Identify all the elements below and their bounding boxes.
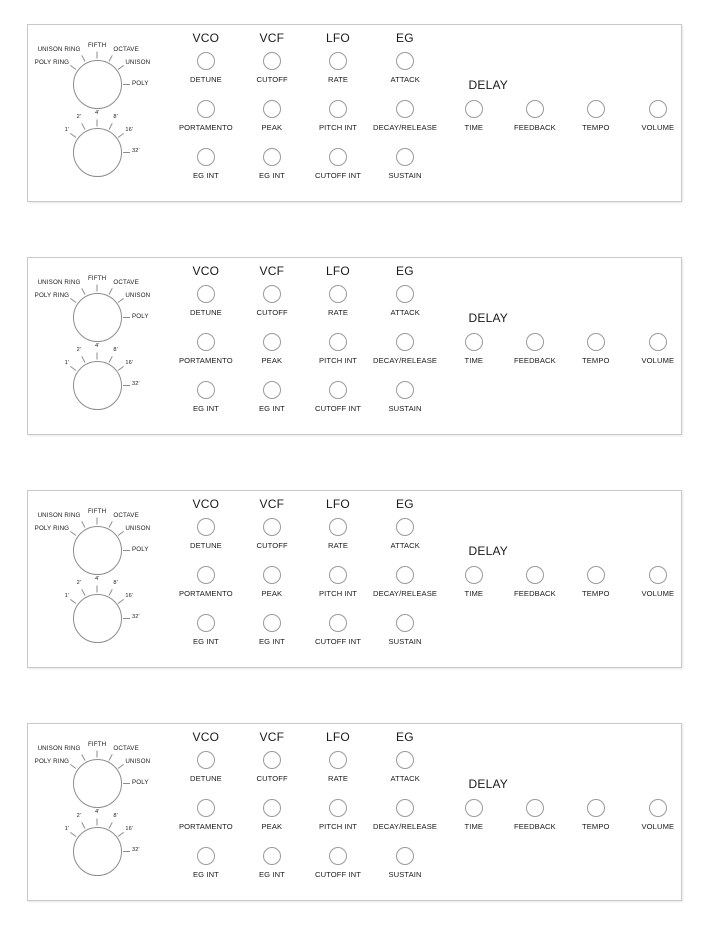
knob-eg-1[interactable] [396, 333, 414, 351]
mode-selector-label: UNISON RING [37, 512, 81, 520]
knob-label-delay-3: VOLUME [641, 822, 675, 831]
mode-selector-tick [118, 531, 124, 536]
synth-panel [27, 490, 682, 668]
knob-label-vcf-1: PEAK [261, 589, 283, 598]
mode-selector-tick [97, 285, 98, 292]
knob-label-eg-2: SUSTAIN [388, 171, 422, 180]
mode-selector-label: POLY [132, 80, 149, 87]
section-header-vcf: VCF [259, 31, 285, 45]
octave-selector-label: 32' [132, 614, 140, 620]
octave-selector-label: 2' [76, 347, 82, 354]
mode-selector-tick [97, 518, 98, 525]
octave-selector-tick [109, 357, 113, 363]
knob-lfo-1[interactable] [329, 333, 347, 351]
octave-selector-tick [70, 366, 76, 371]
knob-label-lfo-2: CUTOFF INT [315, 171, 361, 180]
mode-selector[interactable] [73, 60, 122, 109]
mode-selector-label: POLY RING [34, 292, 70, 300]
knob-vcf-2[interactable] [263, 614, 281, 632]
octave-selector-label: 1' [64, 826, 70, 833]
mode-selector-tick [123, 317, 130, 318]
knob-lfo-1[interactable] [329, 799, 347, 817]
section-header-eg: EG [396, 497, 414, 511]
knob-lfo-2[interactable] [329, 381, 347, 399]
knob-lfo-2[interactable] [329, 614, 347, 632]
knob-label-vco-1: PORTAMENTO [179, 356, 233, 365]
section-header-vco: VCO [192, 264, 220, 278]
knob-vcf-0[interactable] [263, 285, 281, 303]
octave-selector-tick [109, 823, 113, 829]
synth-panel [27, 257, 682, 435]
knob-label-lfo-2: CUTOFF INT [315, 404, 361, 413]
knob-lfo-0[interactable] [329, 52, 347, 70]
mode-selector-label: OCTAVE [113, 46, 139, 54]
octave-selector-tick [81, 124, 85, 130]
mode-selector-label: UNISON RING [37, 46, 81, 54]
knob-label-vco-2: EG INT [193, 870, 219, 879]
section-header-delay: DELAY [468, 544, 508, 558]
octave-selector-label: 4' [95, 809, 100, 815]
octave-selector-label: 16' [125, 826, 134, 833]
knob-delay-3[interactable] [649, 100, 667, 118]
mode-selector-label: POLY RING [34, 758, 70, 766]
knob-label-lfo-1: PITCH INT [319, 822, 358, 831]
knob-label-lfo-1: PITCH INT [319, 356, 358, 365]
mode-selector-label: POLY [132, 779, 149, 786]
mode-selector-label: UNISON [125, 758, 151, 766]
octave-selector-label: 4' [95, 110, 100, 116]
octave-selector-label: 1' [64, 360, 70, 367]
knob-label-delay-1: FEEDBACK [514, 589, 556, 598]
knob-label-vco-1: PORTAMENTO [179, 822, 233, 831]
octave-selector-tick [123, 385, 130, 386]
octave-selector-tick [70, 832, 76, 837]
knob-label-eg-1: DECAY/RELEASE [373, 356, 438, 365]
mode-selector-tick [123, 550, 130, 551]
knob-label-vcf-0: CUTOFF [256, 75, 288, 84]
mode-selector-label: OCTAVE [113, 512, 139, 520]
knob-delay-2[interactable] [587, 799, 605, 817]
knob-vco-0[interactable] [197, 285, 215, 303]
knob-vcf-1[interactable] [263, 566, 281, 584]
mode-selector-tick [81, 289, 85, 295]
knob-delay-2[interactable] [587, 333, 605, 351]
knob-label-lfo-0: RATE [328, 541, 349, 550]
section-header-lfo: LFO [326, 31, 350, 45]
octave-selector-tick [81, 357, 85, 363]
octave-selector-label: 2' [76, 813, 82, 820]
knob-lfo-1[interactable] [329, 100, 347, 118]
octave-selector-label: 4' [95, 576, 100, 582]
mode-selector-label: POLY [132, 546, 149, 553]
section-header-vcf: VCF [259, 497, 285, 511]
mode-selector-label: OCTAVE [113, 745, 139, 753]
knob-label-vco-1: PORTAMENTO [179, 589, 233, 598]
knob-label-vcf-1: PEAK [261, 356, 283, 365]
knob-delay-0[interactable] [465, 100, 483, 118]
knob-label-vco-0: DETUNE [190, 308, 222, 317]
knob-label-vcf-0: CUTOFF [256, 541, 288, 550]
section-header-vco: VCO [192, 31, 220, 45]
mode-selector-tick [70, 531, 76, 536]
knob-lfo-1[interactable] [329, 566, 347, 584]
section-header-delay: DELAY [468, 311, 508, 325]
octave-selector-label: 1' [64, 593, 70, 600]
section-header-delay: DELAY [468, 777, 508, 791]
octave-selector-label: 8' [113, 347, 118, 354]
knob-lfo-2[interactable] [329, 847, 347, 865]
knob-eg-0[interactable] [396, 751, 414, 769]
section-header-eg: EG [396, 730, 414, 744]
mode-selector-label: FIFTH [88, 42, 107, 49]
knob-label-vcf-2: EG INT [259, 870, 285, 879]
knob-vco-2[interactable] [197, 148, 215, 166]
mode-selector-label: UNISON [125, 292, 151, 300]
knob-label-eg-2: SUSTAIN [388, 404, 422, 413]
knob-label-lfo-2: CUTOFF INT [315, 637, 361, 646]
knob-vco-1[interactable] [197, 566, 215, 584]
mode-selector-tick [109, 289, 113, 295]
knob-label-eg-0: ATTACK [390, 75, 420, 84]
knob-label-delay-2: TEMPO [582, 123, 610, 132]
knob-label-delay-1: FEEDBACK [514, 822, 556, 831]
mode-selector-tick [123, 84, 130, 85]
knob-vco-2[interactable] [197, 847, 215, 865]
mode-selector-tick [109, 755, 113, 761]
octave-selector-label: 4' [95, 343, 100, 349]
knob-vco-2[interactable] [197, 614, 215, 632]
mode-selector-label: POLY [132, 313, 149, 320]
octave-selector-label: 16' [125, 360, 134, 367]
knob-delay-0[interactable] [465, 333, 483, 351]
octave-selector-tick [118, 366, 124, 371]
mode-selector-tick [118, 298, 124, 303]
octave-selector-label: 16' [125, 593, 134, 600]
mode-selector-tick [81, 522, 85, 528]
knob-label-eg-2: SUSTAIN [388, 637, 422, 646]
knob-delay-3[interactable] [649, 799, 667, 817]
knob-vcf-1[interactable] [263, 799, 281, 817]
mode-selector-label: UNISON [125, 59, 151, 67]
octave-selector-tick [118, 133, 124, 138]
knob-lfo-0[interactable] [329, 751, 347, 769]
octave-selector-label: 32' [132, 847, 140, 853]
knob-label-eg-1: DECAY/RELEASE [373, 123, 438, 132]
knob-label-vcf-0: CUTOFF [256, 308, 288, 317]
knob-vco-1[interactable] [197, 799, 215, 817]
knob-label-vcf-2: EG INT [259, 637, 285, 646]
octave-selector-tick [97, 819, 98, 826]
knob-label-delay-2: TEMPO [582, 356, 610, 365]
knob-vco-0[interactable] [197, 518, 215, 536]
octave-selector-tick [118, 832, 124, 837]
octave-selector-tick [70, 599, 76, 604]
knob-label-vcf-2: EG INT [259, 171, 285, 180]
knob-lfo-0[interactable] [329, 518, 347, 536]
mode-selector-tick [123, 783, 130, 784]
knob-vco-1[interactable] [197, 100, 215, 118]
knob-label-lfo-1: PITCH INT [319, 589, 358, 598]
knob-delay-3[interactable] [649, 566, 667, 584]
knob-vcf-0[interactable] [263, 52, 281, 70]
mode-selector-tick [81, 56, 85, 62]
octave-selector-label: 2' [76, 580, 82, 587]
knob-delay-0[interactable] [465, 799, 483, 817]
knob-vcf-2[interactable] [263, 148, 281, 166]
octave-selector-label: 2' [76, 114, 82, 121]
octave-selector-tick [97, 353, 98, 360]
octave-selector-tick [109, 124, 113, 130]
section-header-lfo: LFO [326, 264, 350, 278]
section-header-delay: DELAY [468, 78, 508, 92]
mode-selector-label: UNISON RING [37, 279, 81, 287]
knob-label-eg-1: DECAY/RELEASE [373, 822, 438, 831]
octave-selector-tick [70, 133, 76, 138]
knob-vcf-0[interactable] [263, 518, 281, 536]
synth-panel [27, 723, 682, 901]
mode-selector-tick [70, 65, 76, 70]
octave-selector-tick [81, 590, 85, 596]
knob-eg-0[interactable] [396, 518, 414, 536]
knob-vcf-2[interactable] [263, 847, 281, 865]
knob-label-delay-0: TIME [464, 123, 484, 132]
section-header-vco: VCO [192, 730, 220, 744]
knob-delay-1[interactable] [526, 566, 544, 584]
knob-delay-1[interactable] [526, 100, 544, 118]
knob-label-vcf-0: CUTOFF [256, 774, 288, 783]
knob-label-lfo-0: RATE [328, 75, 349, 84]
knob-eg-2[interactable] [396, 847, 414, 865]
knob-label-lfo-2: CUTOFF INT [315, 870, 361, 879]
mode-selector-label: OCTAVE [113, 279, 139, 287]
octave-selector-tick [97, 586, 98, 593]
knob-label-eg-1: DECAY/RELEASE [373, 589, 438, 598]
section-header-eg: EG [396, 264, 414, 278]
knob-eg-2[interactable] [396, 148, 414, 166]
knob-label-delay-0: TIME [464, 822, 484, 831]
octave-selector-label: 1' [64, 127, 70, 134]
mode-selector-tick [81, 755, 85, 761]
knob-vcf-2[interactable] [263, 381, 281, 399]
mode-selector-label: FIFTH [88, 508, 107, 515]
knob-label-vco-1: PORTAMENTO [179, 123, 233, 132]
mode-selector-tick [109, 56, 113, 62]
octave-selector-tick [118, 599, 124, 604]
section-header-vco: VCO [192, 497, 220, 511]
knob-label-lfo-0: RATE [328, 774, 349, 783]
octave-selector-label: 8' [113, 580, 118, 587]
knob-delay-0[interactable] [465, 566, 483, 584]
knob-label-delay-2: TEMPO [582, 822, 610, 831]
mode-selector[interactable] [73, 759, 122, 808]
knob-delay-1[interactable] [526, 333, 544, 351]
knob-vcf-1[interactable] [263, 333, 281, 351]
knob-vcf-0[interactable] [263, 751, 281, 769]
knob-label-delay-0: TIME [464, 356, 484, 365]
knob-vco-1[interactable] [197, 333, 215, 351]
knob-label-vco-0: DETUNE [190, 75, 222, 84]
knob-label-eg-0: ATTACK [390, 541, 420, 550]
knob-label-vco-2: EG INT [193, 404, 219, 413]
mode-selector[interactable] [73, 293, 122, 342]
mode-selector-label: POLY RING [34, 525, 70, 533]
knob-vco-0[interactable] [197, 52, 215, 70]
knob-label-eg-2: SUSTAIN [388, 870, 422, 879]
mode-selector-label: POLY RING [34, 59, 70, 67]
octave-selector-tick [123, 152, 130, 153]
octave-selector-tick [97, 120, 98, 127]
mode-selector-label: FIFTH [88, 741, 107, 748]
section-header-lfo: LFO [326, 497, 350, 511]
octave-selector[interactable] [73, 128, 122, 177]
knob-label-delay-0: TIME [464, 589, 484, 598]
knob-label-lfo-1: PITCH INT [319, 123, 358, 132]
knob-label-lfo-0: RATE [328, 308, 349, 317]
knob-label-eg-0: ATTACK [390, 774, 420, 783]
knob-delay-3[interactable] [649, 333, 667, 351]
octave-selector-label: 8' [113, 813, 118, 820]
octave-selector[interactable] [73, 827, 122, 876]
mode-selector-label: FIFTH [88, 275, 107, 282]
knob-vcf-1[interactable] [263, 100, 281, 118]
knob-label-delay-2: TEMPO [582, 589, 610, 598]
section-header-eg: EG [396, 31, 414, 45]
knob-lfo-2[interactable] [329, 148, 347, 166]
knob-eg-0[interactable] [396, 52, 414, 70]
knob-eg-2[interactable] [396, 381, 414, 399]
mode-selector-tick [109, 522, 113, 528]
knob-label-vco-0: DETUNE [190, 541, 222, 550]
knob-label-delay-1: FEEDBACK [514, 356, 556, 365]
knob-label-vcf-1: PEAK [261, 822, 283, 831]
knob-eg-1[interactable] [396, 100, 414, 118]
knob-label-vcf-1: PEAK [261, 123, 283, 132]
octave-selector-tick [123, 851, 130, 852]
knob-label-delay-3: VOLUME [641, 356, 675, 365]
octave-selector-label: 32' [132, 148, 140, 154]
synth-panel [27, 24, 682, 202]
knob-label-vco-2: EG INT [193, 637, 219, 646]
mode-selector-tick [70, 764, 76, 769]
knob-eg-0[interactable] [396, 285, 414, 303]
knob-vco-2[interactable] [197, 381, 215, 399]
octave-selector-tick [81, 823, 85, 829]
knob-eg-1[interactable] [396, 566, 414, 584]
mode-selector-tick [70, 298, 76, 303]
section-header-vcf: VCF [259, 730, 285, 744]
knob-label-vco-2: EG INT [193, 171, 219, 180]
knob-label-vco-0: DETUNE [190, 774, 222, 783]
octave-selector[interactable] [73, 594, 122, 643]
mode-selector-label: UNISON RING [37, 745, 81, 753]
section-header-lfo: LFO [326, 730, 350, 744]
knob-vco-0[interactable] [197, 751, 215, 769]
knob-lfo-0[interactable] [329, 285, 347, 303]
octave-selector-label: 8' [113, 114, 118, 121]
section-header-vcf: VCF [259, 264, 285, 278]
knob-delay-2[interactable] [587, 566, 605, 584]
knob-delay-1[interactable] [526, 799, 544, 817]
knob-label-delay-3: VOLUME [641, 123, 675, 132]
knob-label-eg-0: ATTACK [390, 308, 420, 317]
octave-selector-tick [109, 590, 113, 596]
octave-selector-tick [123, 618, 130, 619]
knob-label-vcf-2: EG INT [259, 404, 285, 413]
mode-selector-tick [118, 764, 124, 769]
knob-eg-2[interactable] [396, 614, 414, 632]
mode-selector-label: UNISON [125, 525, 151, 533]
mode-selector-tick [118, 65, 124, 70]
knob-label-delay-3: VOLUME [641, 589, 675, 598]
mode-selector-tick [97, 751, 98, 758]
octave-selector-label: 16' [125, 127, 134, 134]
octave-selector-label: 32' [132, 381, 140, 387]
octave-selector[interactable] [73, 361, 122, 410]
knob-label-delay-1: FEEDBACK [514, 123, 556, 132]
mode-selector[interactable] [73, 526, 122, 575]
mode-selector-tick [97, 52, 98, 59]
knob-eg-1[interactable] [396, 799, 414, 817]
knob-delay-2[interactable] [587, 100, 605, 118]
